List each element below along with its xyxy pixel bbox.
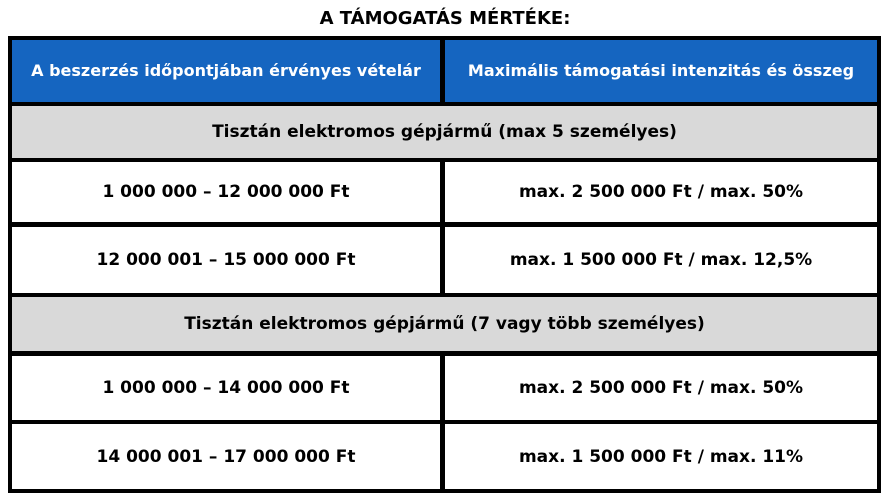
section-title: Tisztán elektromos gépjármű (max 5 személyes) [12, 106, 877, 158]
price-range-cell: 1 000 000 – 14 000 000 Ft [12, 356, 440, 420]
support-amount-cell: max. 2 500 000 Ft / max. 50% [445, 356, 877, 420]
support-table [8, 36, 881, 493]
section-title: Tisztán elektromos gépjármű (7 vagy több személyes) [12, 297, 877, 351]
support-amount-cell: max. 1 500 000 Ft / max. 11% [445, 424, 877, 489]
price-range-cell: 14 000 001 – 17 000 000 Ft [12, 424, 440, 489]
header-price-column: A beszerzés időpontjában érvényes vételár [12, 40, 440, 102]
price-range-cell: 1 000 000 – 12 000 000 Ft [12, 162, 440, 222]
header-support-column: Maximális támogatási intenzitás és összeg [445, 40, 877, 102]
page-title: A TÁMOGATÁS MÉRTÉKE: [319, 8, 571, 29]
support-amount-cell: max. 1 500 000 Ft / max. 12,5% [445, 227, 877, 293]
support-amount-cell: max. 2 500 000 Ft / max. 50% [445, 162, 877, 222]
price-range-cell: 12 000 001 – 15 000 000 Ft [12, 227, 440, 293]
